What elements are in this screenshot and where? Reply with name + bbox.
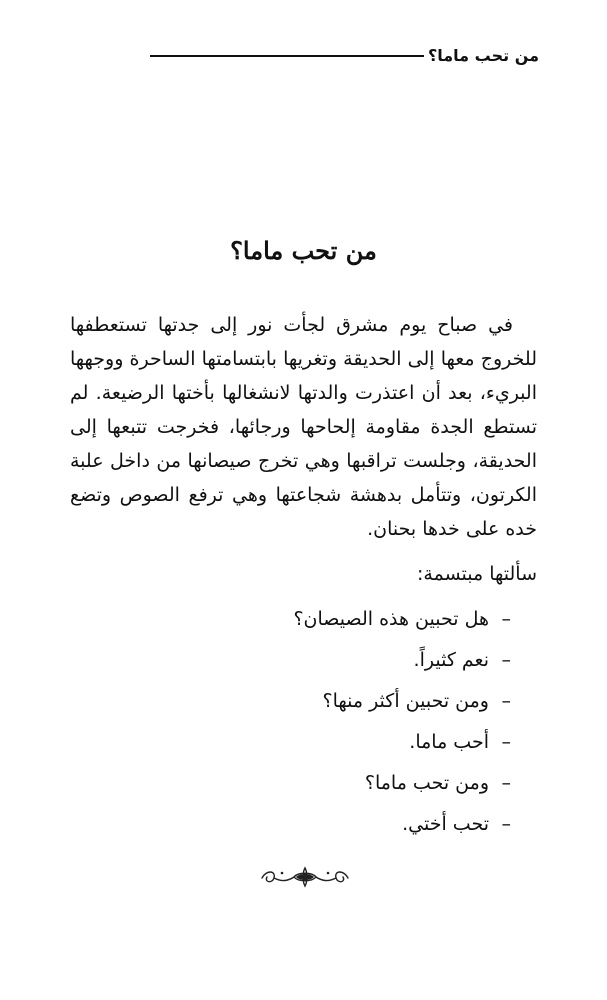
dialogue-dash: – — [501, 813, 511, 835]
dialogue-dash: – — [501, 731, 511, 753]
dialogue-text: ومن تحب ماما؟ — [364, 772, 489, 794]
dialogue-dash: – — [501, 772, 511, 794]
dialogue-dash: – — [501, 608, 511, 630]
dialogue-line — [293, 640, 511, 681]
dialogue-list — [293, 599, 511, 845]
dialogue-line — [293, 599, 511, 640]
story-paragraph: في صباح يوم مشرق لجأت نور إلى جدتها تستعطفها للخروج معها إلى الحديقة وتغريها بابتسامتها الساحرة ووجهها البريء، بعد أن اعتذرت والدتها لانشغالها بأختها الرضيعة. لم تستطع الجدة مقاومة إلحاحها ورجائها، فخرجت تتبعها إلى الحديقة، وجلست تراقبها وهي تخرج صيصانها من داخل علبة الكرتون، وتتأمل بدهشة شجاعتها وهي ترفع الصوص وتضع خده على خدها بحنان. — [70, 314, 537, 540]
dialogue-text: نعم كثيراً. — [413, 649, 489, 671]
dialogue-line — [293, 763, 511, 804]
story-title: من تحب ماما؟ — [230, 236, 377, 265]
dialogue-dash: – — [501, 690, 511, 712]
running-title: من تحب ماما؟ — [427, 45, 539, 65]
header-rule — [150, 55, 424, 57]
dialogue-text: تحب أختي. — [402, 813, 489, 835]
story-body — [70, 308, 537, 546]
dialogue-text: ومن تحبين أكثر منها؟ — [322, 690, 489, 712]
dialogue-line — [293, 722, 511, 763]
floral-flourish-icon — [258, 862, 352, 892]
dialogue-line — [293, 804, 511, 845]
dialogue-dash: – — [501, 649, 511, 671]
dialogue-text: هل تحبين هذه الصيصان؟ — [293, 608, 489, 630]
dialogue-text: أحب ماما. — [409, 731, 489, 753]
running-header — [150, 40, 539, 70]
dialogue-line — [293, 681, 511, 722]
story-asked-line: سألتها مبتسمة: — [417, 563, 537, 585]
